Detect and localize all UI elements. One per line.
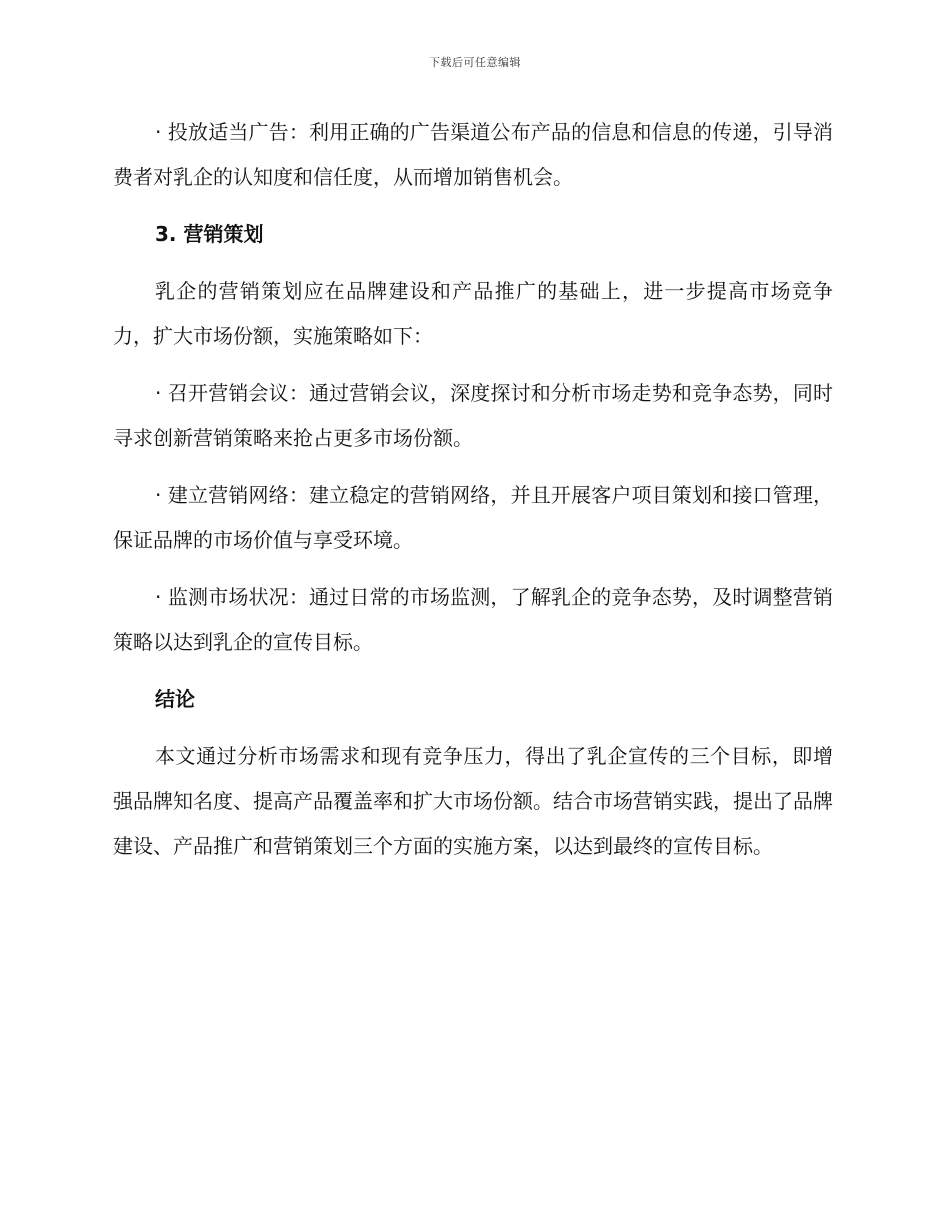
paragraph-marketing-meeting: · 召开营销会议：通过营销会议，深度探讨和分析市场走势和竞争态势，同时寻求创新营销策略来抢占更多市场份额。 <box>113 381 833 450</box>
section-heading-marketing-plan: 3. 营销策划 <box>155 222 264 246</box>
paragraph-conclusion: 本文通过分析市场需求和现有竞争压力，得出了乳企宣传的三个目标，即增强品牌知名度、提高产品覆盖率和扩大市场份额。结合市场营销实践，提出了品牌建设、产品推广和营销策划三个方面的实施方案，以达到最终的宣传目标。 <box>113 744 833 858</box>
paragraph-marketing-intro: 乳企的营销策划应在品牌建设和产品推广的基础上，进一步提高市场竞争力，扩大市场份额，实施策略如下： <box>113 279 833 348</box>
section-heading-conclusion: 结论 <box>155 687 195 711</box>
paragraph-marketing-network: · 建立营销网络：建立稳定的营销网络，并且开展客户项目策划和接口管理，保证品牌的市场价值与享受环境。 <box>113 483 833 552</box>
document-body <box>113 110 833 881</box>
page-header: 下载后可任意编辑 <box>429 56 521 69</box>
paragraph-advertising: · 投放适当广告：利用正确的广告渠道公布产品的信息和信息的传递，引导消费者对乳企的认知度和信任度，从而增加销售机会。 <box>113 120 833 189</box>
paragraph-market-monitoring: · 监测市场状况：通过日常的市场监测，了解乳企的竞争态势，及时调整营销策略以达到乳企的宣传目标。 <box>113 585 833 654</box>
